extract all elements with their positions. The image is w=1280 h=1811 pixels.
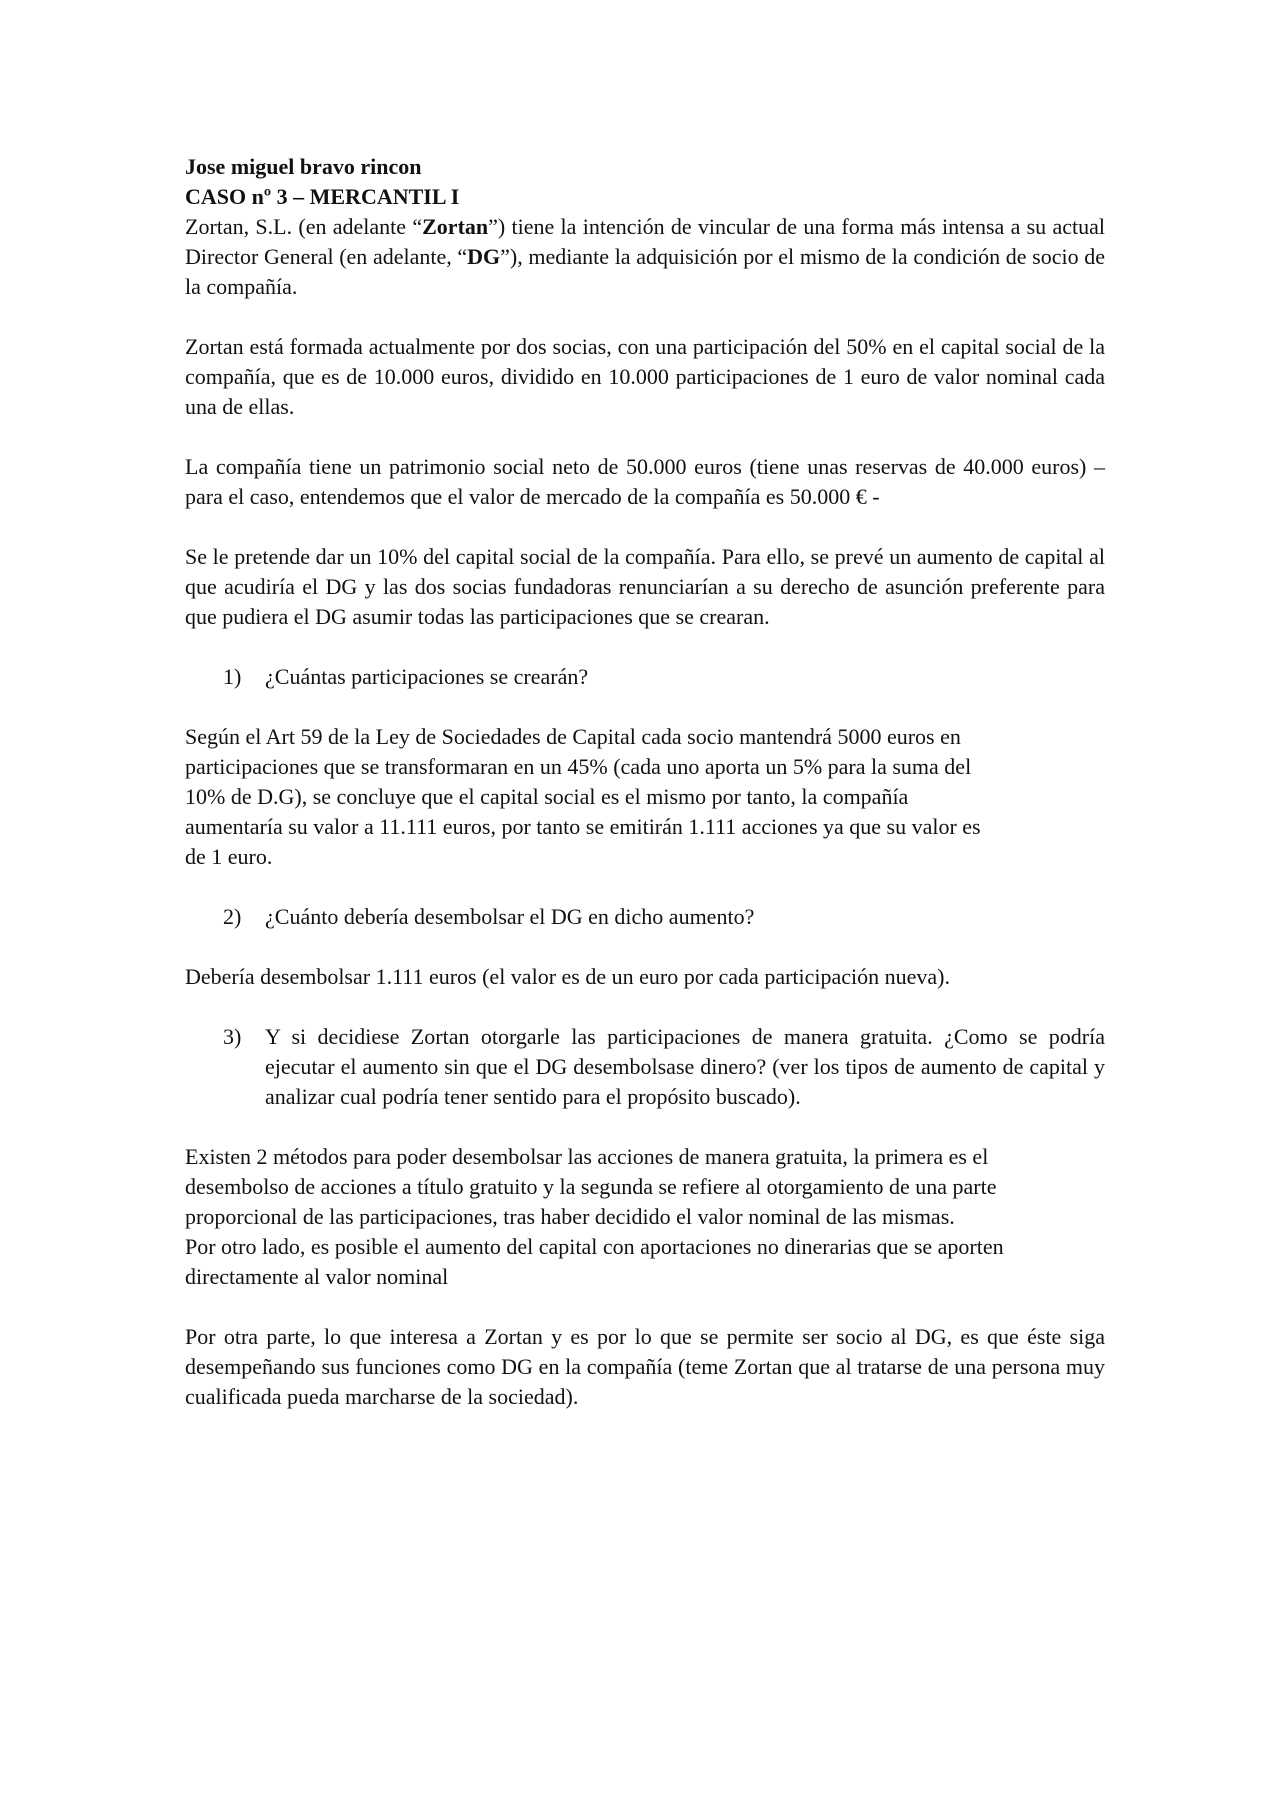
- equity-paragraph: La compañía tiene un patrimonio social neto de 50.000 euros (tiene unas reservas de 40.000 euros) – para el caso, entendemos que el valor de mercado de la compañía es 50.000 € -: [185, 454, 1105, 509]
- document-header: [185, 152, 1105, 212]
- case-title: CASO nº 3 – MERCANTIL I: [185, 184, 460, 209]
- question-text: ¿Cuántas participaciones se crearán?: [265, 664, 589, 689]
- answer-3-paragraph-1: Existen 2 métodos para poder desembolsar las acciones de manera gratuita, la primera es el desembolso de acciones a título gratuito y la segunda se refiere al otorgamiento de una parte proporcional de las participaciones, tras haber decidido el valor nominal de las mismas.: [185, 1144, 997, 1229]
- question-3: [185, 1022, 1105, 1112]
- composition-paragraph: Zortan está formada actualmente por dos socias, con una participación del 50% en el capital social de la compañía, que es de 10.000 euros, dividido en 10.000 participaciones de 1 euro de valor nominal cada una de ellas.: [185, 334, 1105, 419]
- dg-term: DG: [467, 244, 501, 269]
- question-1: [185, 662, 1105, 692]
- question-2: [185, 902, 1105, 932]
- document-body: [185, 152, 1105, 1442]
- objective-paragraph: Se le pretende dar un 10% del capital social de la compañía. Para ello, se prevé un aumento de capital al que acudiría el DG y las dos socias fundadoras renunciarían a su derecho de asunción preferente para que pudiera el DG asumir todas las participaciones que se crearan.: [185, 544, 1105, 629]
- author-name: Jose miguel bravo rincon: [185, 154, 422, 179]
- question-text: Y si decidiese Zortan otorgarle las participaciones de manera gratuita. ¿Como se podría ejecutar el aumento sin que el DG desembolsase dinero? (ver los tipos de aumento de capital y analizar cual podría tener sentido para el propósito buscado).: [265, 1024, 1105, 1109]
- intro-paragraph: Zortan, S.L. (en adelante “Zortan”) tiene la intención de vincular de una forma más intensa a su actual Director General (en adelante, “DG”), mediante la adquisición por el mismo de la condición de socio de la compañía.: [185, 214, 1105, 299]
- answer-3-paragraph-3: Por otra parte, lo que interesa a Zortan y es por lo que se permite ser socio al DG, es que éste siga desempeñando sus funciones como DG en la compañía (teme Zortan que al tratarse de una persona muy cualificada pueda marcharse de la sociedad).: [185, 1324, 1105, 1409]
- question-number: 1): [223, 664, 242, 689]
- answer-2: Debería desembolsar 1.111 euros (el valor es de un euro por cada participación nueva).: [185, 964, 951, 989]
- zortan-term: Zortan: [422, 214, 489, 239]
- question-text: ¿Cuánto debería desembolsar el DG en dicho aumento?: [265, 904, 755, 929]
- question-number: 2): [223, 904, 242, 929]
- question-number: 3): [223, 1024, 242, 1049]
- answer-3-paragraph-2: Por otro lado, es posible el aumento del capital con aportaciones no dinerarias que se aporten directamente al valor nominal: [185, 1234, 1004, 1289]
- answer-1: Según el Art 59 de la Ley de Sociedades de Capital cada socio mantendrá 5000 euros en participaciones que se transformaran en un 45% (cada uno aporta un 5% para la suma del 10% de D.G), se concluye que el capital social es el mismo por tanto, la compañía aumentaría su valor a 11.111 euros, por tanto se emitirán 1.111 acciones ya que su valor es de 1 euro.: [185, 724, 981, 869]
